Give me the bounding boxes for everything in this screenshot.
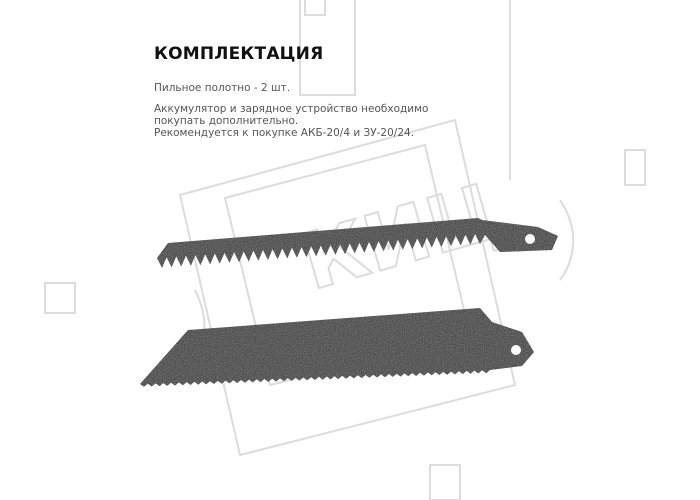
kit-item-line: Пильное полотно - 2 шт. [154, 82, 291, 94]
recommendation-line: Рекомендуется к покупке АКБ-20/4 и ЗУ-20/24. [154, 127, 415, 139]
page-title: КОМПЛЕКТАЦИЯ [154, 44, 324, 64]
blade-mount-hole [511, 345, 521, 355]
wood-saw-blade [157, 218, 558, 268]
note-line: покупать дополнительно. [154, 115, 299, 127]
note-line: Аккумулятор и зарядное устройство необходимо [154, 103, 429, 115]
metal-saw-blade [140, 308, 534, 387]
blade-mount-hole [525, 234, 535, 244]
